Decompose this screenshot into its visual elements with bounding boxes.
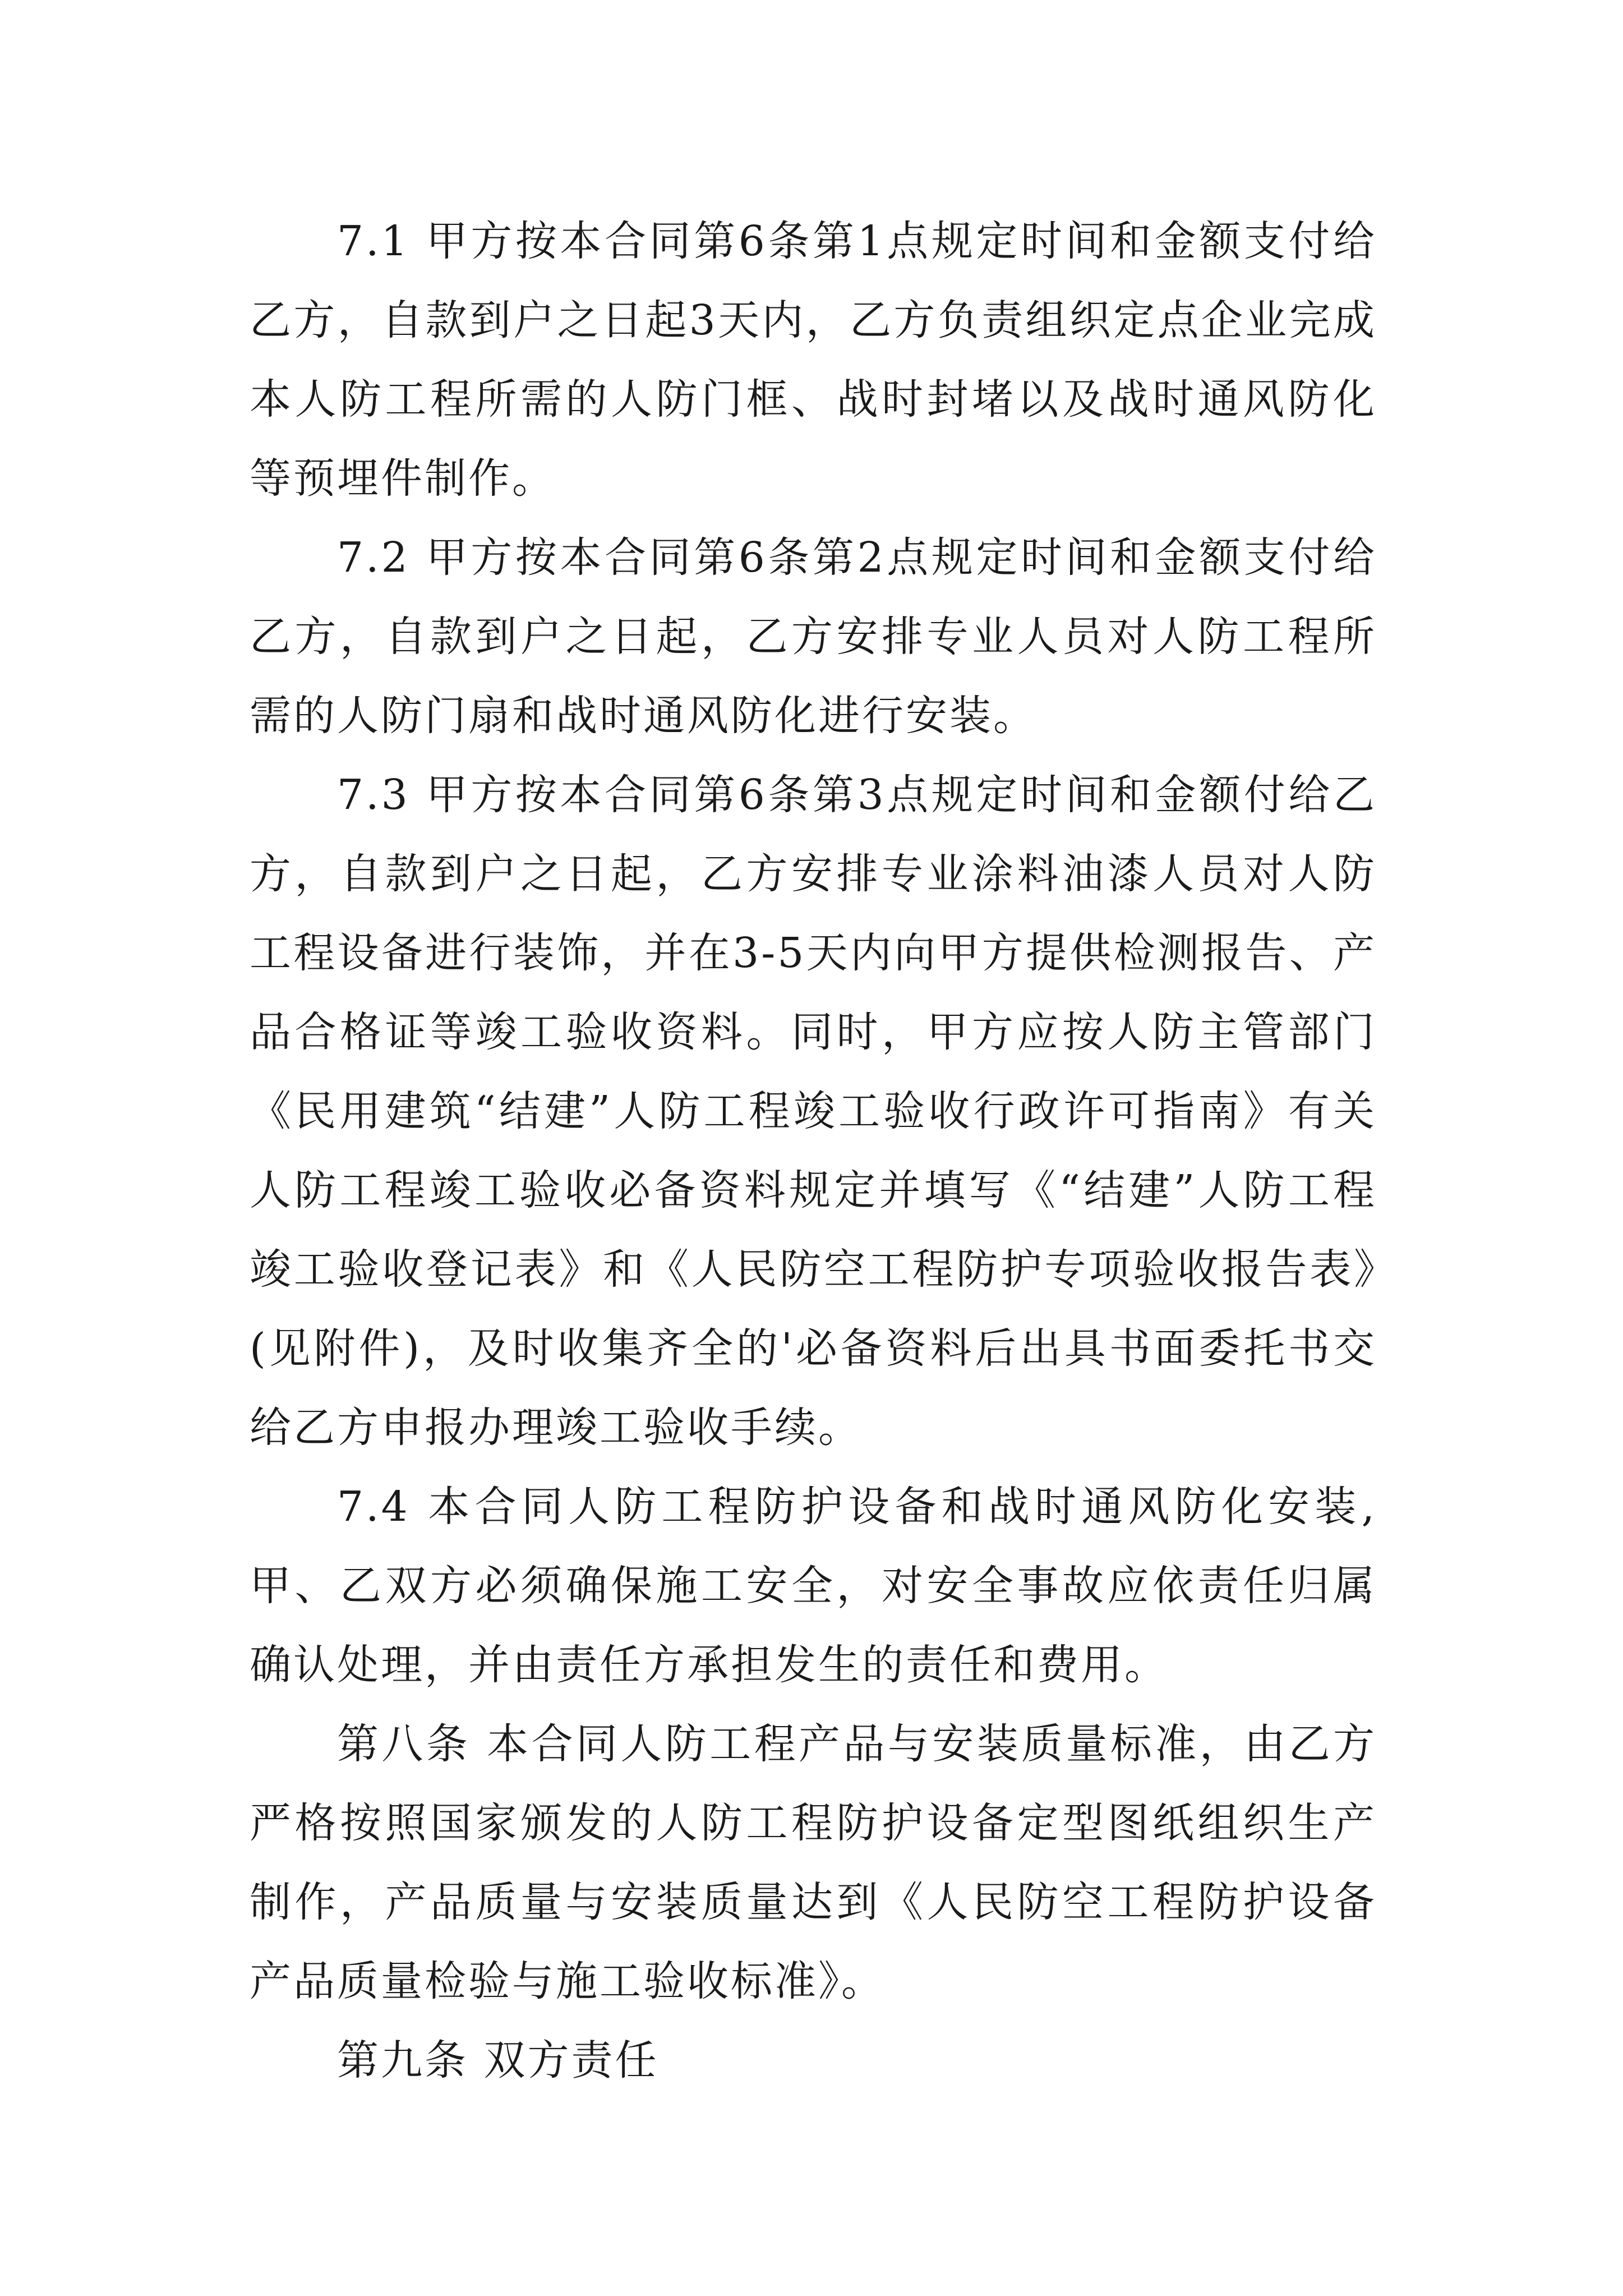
article-9-heading: 第九条 双方责任 (337, 2036, 659, 2085)
clause-7-3: 7.3 甲方按本合同第6条第3点规定时间和金额付给乙方，自款到户之日起，乙方安排专业涂料油漆人员对人防工程设备进行装饰，并在3-5天内向甲方提供检测报告、产品合格证等竣工验收资料。同时，甲方应按人防主管部门《民用建筑“结建”人防工程竣工验收行政许可指南》有关人防工程竣工验收必备资料规定并填写《“结建”人防工程竣工验收登记表》和《人民防空工程防护专项验收报告表》(见附件)，及时收集齐全的'必备资料后出具书面委托书交给乙方申报办理竣工验收手续。 (250, 771, 1377, 1452)
document-body (250, 202, 1377, 2100)
clause-7-1: 7.1 甲方按本合同第6条第1点规定时间和金额支付给乙方，自款到户之日起3天内，乙方负责组织定点企业完成本人防工程所需的人防门框、战时封堵以及战时通风防化等预埋件制作。 (250, 217, 1377, 503)
clause-7-2: 7.2 甲方按本合同第6条第2点规定时间和金额支付给乙方，自款到户之日起，乙方安排专业人员对人防工程所需的人防门扇和战时通风防化进行安装。 (250, 533, 1377, 740)
article-8: 第八条 本合同人防工程产品与安装质量标准，由乙方严格按照国家颁发的人防工程防护设备定型图纸组织生产制作，产品质量与安装质量达到《人民防空工程防护设备产品质量检验与施工验收标准》。 (250, 1720, 1377, 2005)
clause-7-4: 7.4 本合同人防工程防护设备和战时通风防化安装,甲、乙双方必须确保施工安全，对安全事故应依责任归属确认处理，并由责任方承担发生的责任和费用。 (250, 1483, 1377, 1689)
